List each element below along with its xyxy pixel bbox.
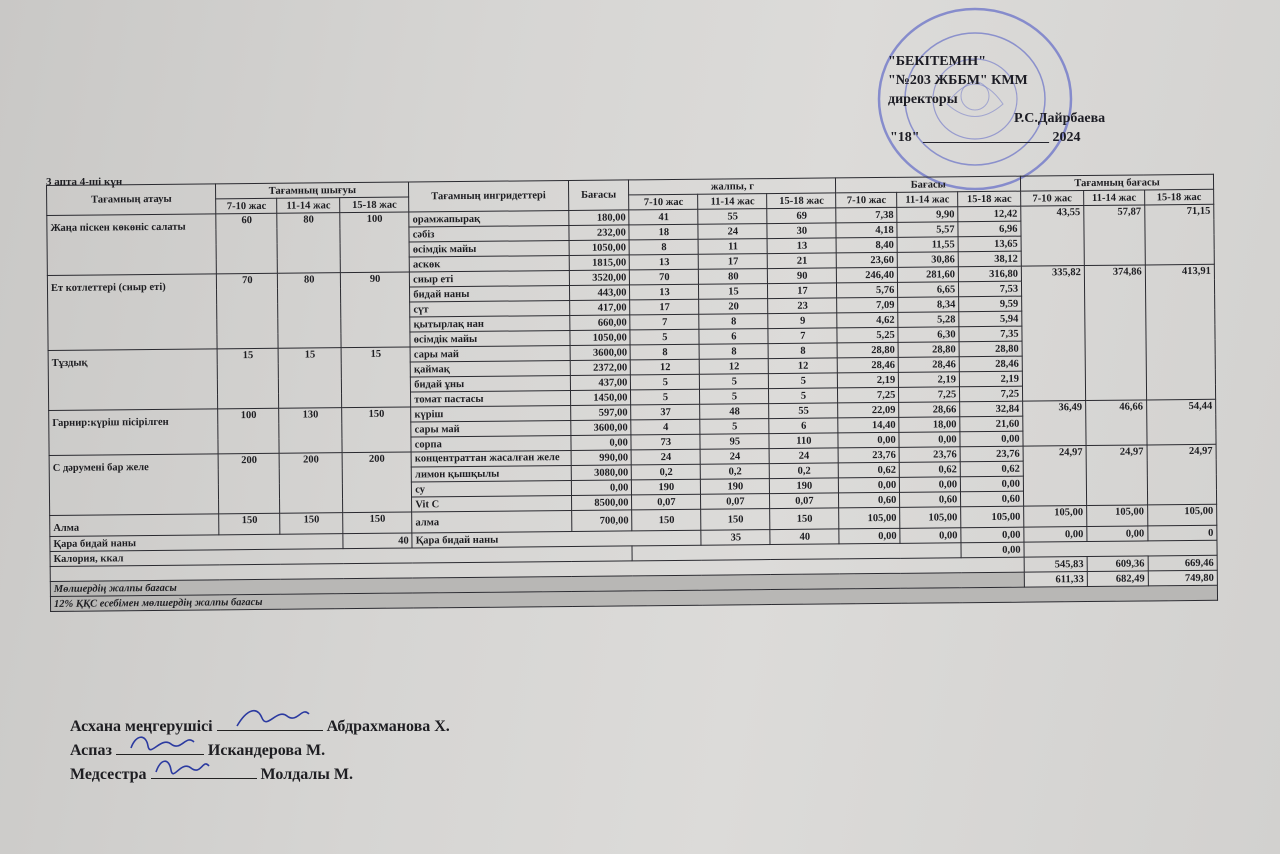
ingredient-price-cell: 597,00 <box>570 405 631 421</box>
ingredient-name-cell: сүт <box>410 300 569 317</box>
header-age: 15-18 жас <box>1144 189 1213 205</box>
gross-cell: 8 <box>629 239 698 255</box>
gross-cell: 18 <box>629 224 698 240</box>
ingredient-price-cell: 700,00 <box>571 510 632 532</box>
cost-cell: 0,00 <box>960 476 1023 492</box>
gross-cell: 11 <box>698 239 767 255</box>
cost-cell: 281,60 <box>898 267 959 283</box>
cost-cell: 13,65 <box>958 236 1021 252</box>
gross-cell: 13 <box>630 254 699 270</box>
gross-cell: 6 <box>699 329 768 345</box>
dish-name-cell: С дәрумені бар желе <box>49 454 219 516</box>
cost-cell: 0,60 <box>900 492 961 508</box>
gross-cell: 0,07 <box>632 494 701 510</box>
signature-line <box>217 714 323 731</box>
gross-cell: 8 <box>699 314 768 330</box>
dish-cost-cell: 0,00 <box>1024 527 1087 543</box>
yield-cell: 100 <box>340 212 410 273</box>
dish-cost-cell: 36,49 <box>1023 401 1086 447</box>
dish-cost-cell: 105,00 <box>1147 504 1216 526</box>
gross-cell: 5 <box>700 419 769 435</box>
dish-cost-cell: 0 <box>1148 525 1217 541</box>
cost-cell: 28,46 <box>898 357 959 373</box>
cost-cell: 0,00 <box>900 528 961 544</box>
ingredient-name-cell: бидай наны <box>410 285 569 302</box>
menu-table-wrapper <box>46 174 1226 612</box>
gross-cell: 5 <box>769 388 838 404</box>
ingredient-name-cell: концентраттан жасалған желе <box>411 450 570 467</box>
cost-cell: 7,38 <box>836 207 897 223</box>
gross-cell: 48 <box>700 404 769 420</box>
dish-name-cell: Жаңа піскен көкөніс салаты <box>47 214 217 276</box>
gross-cell: 5 <box>631 389 700 405</box>
ingredient-price-cell: 180,00 <box>568 210 629 226</box>
cost-cell: 0,00 <box>900 477 961 493</box>
gross-cell: 0,07 <box>770 493 839 509</box>
ingredient-name-cell: сәбіз <box>409 225 568 242</box>
cost-cell: 28,80 <box>837 342 898 358</box>
header-age: 11-14 жас <box>897 192 958 208</box>
gross-cell: 70 <box>630 269 699 285</box>
ingredient-price-cell: 990,00 <box>571 450 632 466</box>
ingredient-price-cell: 1815,00 <box>569 255 630 271</box>
cost-cell: 5,25 <box>837 327 898 343</box>
cost-cell: 7,25 <box>899 387 960 403</box>
header-age: 15-18 жас <box>340 197 409 213</box>
ingredient-name-cell: қытырлақ нан <box>410 315 569 332</box>
ingredient-name-cell: алма <box>412 510 571 533</box>
yield-cell: 60 <box>216 213 277 274</box>
gross-cell: 30 <box>767 223 836 239</box>
ingredient-price-cell: 1050,00 <box>569 240 630 256</box>
ingredient-price-cell: 232,00 <box>568 225 629 241</box>
gross-cell: 37 <box>631 404 700 420</box>
cost-cell: 8,34 <box>898 297 959 313</box>
gross-cell: 13 <box>630 284 699 300</box>
header-yield: Тағамның шығуы <box>216 182 409 199</box>
signatures-block <box>70 714 450 786</box>
cost-cell: 23,76 <box>838 447 899 463</box>
dish-cost-cell: 46,66 <box>1086 400 1147 446</box>
gross-cell: 8 <box>768 343 837 359</box>
yield-cell: 15 <box>341 347 411 408</box>
ingredient-name-cell: өсімдік майы <box>409 240 568 257</box>
dish-cost-cell: 105,00 <box>1024 506 1087 528</box>
cost-cell: 28,46 <box>838 357 899 373</box>
cost-cell: 4,62 <box>837 312 898 328</box>
gross-cell: 9 <box>768 313 837 329</box>
signature-role: Аспаз <box>70 742 116 759</box>
signature-row <box>70 738 450 762</box>
gross-cell: 21 <box>768 253 837 269</box>
yield-cell: 200 <box>219 453 280 514</box>
gross-cell: 24 <box>700 449 769 465</box>
gross-cell: 5 <box>700 374 769 390</box>
ingredient-name-cell: сиыр еті <box>410 270 569 287</box>
cost-cell: 6,96 <box>958 221 1021 237</box>
total-cell: 682,49 <box>1087 571 1148 587</box>
cost-cell: 23,60 <box>837 252 898 268</box>
cost-cell: 6,30 <box>898 327 959 343</box>
vat-label-cell: 12% ҚҚС есебімен мөлшердің жалпы бағасы <box>50 585 1217 611</box>
handwritten-signature-icon <box>217 704 317 732</box>
cost-cell: 9,59 <box>959 296 1022 312</box>
header-ingredients: Тағамның ингридеттері <box>409 180 569 212</box>
gross-cell: 23 <box>768 298 837 314</box>
gross-cell: 20 <box>699 299 768 315</box>
ingredient-name-cell: Қара бидай наны <box>412 530 701 548</box>
cost-cell: 30,86 <box>897 252 958 268</box>
subtotal-cell: 545,83 <box>1024 557 1087 573</box>
ingredient-name-cell: сары май <box>411 420 570 437</box>
gross-cell: 41 <box>629 209 698 225</box>
gross-cell: 17 <box>768 283 837 299</box>
signature-name: Искандерова М. <box>207 742 326 759</box>
calorie-label-cell: Калория, ккал <box>50 546 633 567</box>
yield-cell: 15 <box>218 348 279 409</box>
gross-cell: 5 <box>631 374 700 390</box>
ingredient-name-cell: орамжапырақ <box>409 210 568 227</box>
cost-cell: 22,09 <box>838 402 899 418</box>
dish-name-cell: Тұздық <box>48 349 218 411</box>
dish-cost-cell: 43,55 <box>1021 206 1084 267</box>
handwritten-signature-icon <box>151 752 251 780</box>
signature-role: Асхана меңгерушісі <box>70 718 217 735</box>
gross-cell: 150 <box>701 509 770 531</box>
cost-cell: 6,65 <box>898 282 959 298</box>
approval-block <box>888 52 1105 147</box>
gross-cell: 190 <box>701 479 770 495</box>
cost-cell: 7,25 <box>960 386 1023 402</box>
gross-cell: 24 <box>769 448 838 464</box>
gross-cell: 7 <box>768 328 837 344</box>
cost-cell: 0,60 <box>839 492 900 508</box>
menu-table <box>46 174 1218 612</box>
yield-cell: 200 <box>342 452 412 513</box>
cost-cell: 316,80 <box>958 266 1021 282</box>
gross-cell: 55 <box>698 209 767 225</box>
dish-cost-cell: 24,97 <box>1147 444 1217 505</box>
ingredient-price-cell: 1450,00 <box>570 390 631 406</box>
header-age: 15-18 жас <box>958 191 1021 207</box>
dish-name-cell: Ет котлеттері (сиыр еті) <box>47 274 217 351</box>
gross-cell: 0,2 <box>632 464 701 480</box>
dish-cost-cell: 413,91 <box>1145 264 1215 400</box>
gross-cell: 24 <box>631 449 700 465</box>
yield-cell: 130 <box>279 408 342 454</box>
yield-cell: 150 <box>343 512 412 534</box>
cost-cell: 11,55 <box>897 237 958 253</box>
header-age: 7-10 жас <box>836 192 897 208</box>
cost-cell: 38,12 <box>958 251 1021 267</box>
ingredient-name-cell: қаймақ <box>410 360 569 377</box>
header-gross: жалпы, г <box>629 178 836 195</box>
cost-cell: 28,80 <box>959 341 1022 357</box>
gross-cell: 190 <box>770 478 839 494</box>
ingredient-name-cell: аскөк <box>409 255 568 272</box>
header-cost: Бағасы <box>836 176 1021 193</box>
ingredient-name-cell: сорпа <box>411 435 570 452</box>
cost-cell: 0,62 <box>899 462 960 478</box>
ingredient-price-cell: 8500,00 <box>571 495 632 511</box>
dish-cost-cell: 0,00 <box>1087 526 1148 542</box>
gross-cell: 150 <box>632 509 701 531</box>
cost-cell: 5,57 <box>897 222 958 238</box>
header-dish-cost: Тағамның бағасы <box>1021 174 1214 191</box>
yield-cell: 70 <box>217 273 279 349</box>
gross-cell: 6 <box>769 418 838 434</box>
cost-cell: 2,19 <box>838 372 899 388</box>
cost-cell: 2,19 <box>959 371 1022 387</box>
ingredient-price-cell: 0,00 <box>570 435 631 451</box>
cost-cell: 9,90 <box>897 207 958 223</box>
ingredient-name-cell: лимон қышқылы <box>411 465 570 482</box>
gross-cell: 0,07 <box>701 494 770 510</box>
gross-cell: 5 <box>630 329 699 345</box>
cost-cell: 0,00 <box>838 432 899 448</box>
total-cell: 749,80 <box>1148 570 1217 586</box>
approval-line-1: "БЕКІТЕМІН" <box>888 54 986 69</box>
dish-cost-cell: 105,00 <box>1087 505 1148 527</box>
gross-cell: 190 <box>632 479 701 495</box>
dish-name-cell: Алма <box>50 514 220 537</box>
dish-cost-cell: 24,97 <box>1023 446 1086 507</box>
ingredient-name-cell: күріш <box>411 405 570 422</box>
gross-cell: 73 <box>631 434 700 450</box>
header-age: 15-18 жас <box>767 193 836 209</box>
total-label-cell: Мөлшердің жалпы бағасы <box>50 572 1024 596</box>
cost-cell: 105,00 <box>961 506 1024 528</box>
dish-cost-cell: 24,97 <box>1086 445 1147 506</box>
ingredient-price-cell: 443,00 <box>569 285 630 301</box>
gross-cell: 90 <box>768 268 837 284</box>
cost-cell: 5,94 <box>959 311 1022 327</box>
dish-cost-cell: 54,44 <box>1146 399 1216 445</box>
cost-cell: 23,76 <box>899 447 960 463</box>
director-name: Р.С.Дайрбаева <box>1014 111 1106 126</box>
ingredient-price-cell: 437,00 <box>570 375 631 391</box>
gross-cell: 40 <box>770 529 839 545</box>
dish-cost-cell: 57,87 <box>1084 205 1145 266</box>
cost-cell: 21,60 <box>960 416 1023 432</box>
subtotal-cell: 669,46 <box>1148 555 1217 571</box>
gross-cell: 5 <box>700 389 769 405</box>
cost-cell: 0,00 <box>839 528 900 544</box>
header-age: 11-14 жас <box>277 198 340 214</box>
yield-cell: 100 <box>218 408 279 454</box>
ingredient-price-cell: 0,00 <box>571 480 632 496</box>
header-age: 11-14 жас <box>1084 190 1145 206</box>
gross-cell: 55 <box>769 403 838 419</box>
header-age: 7-10 жас <box>629 194 698 210</box>
cost-cell: 7,25 <box>838 387 899 403</box>
cost-cell: 8,40 <box>836 237 897 253</box>
calorie-value-cell: 0,00 <box>961 542 1024 558</box>
cost-cell: 18,00 <box>899 417 960 433</box>
yield-cell: 150 <box>342 407 411 453</box>
cost-cell: 28,46 <box>959 356 1022 372</box>
approval-date: "18" __________________ 2024 <box>890 130 1081 145</box>
ingredient-name-cell: томат пастасы <box>411 390 570 407</box>
dish-name-cell: Қара бидай наны <box>50 534 343 552</box>
ingredient-price-cell: 2372,00 <box>570 360 631 376</box>
gross-cell: 17 <box>630 299 699 315</box>
signature-row <box>70 762 450 786</box>
signature-name: Абдрахманова Х. <box>326 718 450 735</box>
signature-name: Молдалы М. <box>260 766 353 783</box>
ingredient-price-cell: 1050,00 <box>569 330 630 346</box>
dish-cost-cell: 71,15 <box>1145 204 1215 265</box>
gross-cell: 15 <box>699 284 768 300</box>
yield-cell: 80 <box>277 213 340 274</box>
gross-cell: 95 <box>700 434 769 450</box>
yield-cell: 15 <box>278 348 341 409</box>
gross-cell: 110 <box>769 433 838 449</box>
gross-cell: 80 <box>699 269 768 285</box>
gross-cell: 12 <box>631 359 700 375</box>
cost-cell: 0,62 <box>960 461 1023 477</box>
cost-cell: 12,42 <box>958 206 1021 222</box>
yield-cell: 150 <box>280 513 343 535</box>
gross-cell: 0,2 <box>701 464 770 480</box>
cost-cell: 0,62 <box>839 462 900 478</box>
yield-cell: 200 <box>279 453 342 514</box>
yield-cell: 40 <box>343 533 412 549</box>
dish-name-cell: Гарнир:күріш пісірілген <box>49 409 219 456</box>
gross-cell: 0,2 <box>770 463 839 479</box>
gross-cell: 12 <box>700 359 769 375</box>
ingredient-name-cell: бидай ұны <box>411 375 570 392</box>
total-cell: 611,33 <box>1024 572 1087 588</box>
ingredient-name-cell: өсімдік майы <box>410 330 569 347</box>
subtotal-cell: 609,36 <box>1087 556 1148 572</box>
signature-role: Медсестра <box>70 766 151 783</box>
cost-cell: 7,35 <box>959 326 1022 342</box>
ingredient-name-cell: Vit C <box>412 495 571 512</box>
approval-line-2: "№203 ЖББМ" КММ <box>888 73 1028 88</box>
ingredient-name-cell: сары май <box>410 345 569 362</box>
gross-cell: 12 <box>769 358 838 374</box>
cost-cell: 23,76 <box>960 446 1023 462</box>
header-age: 7-10 жас <box>1021 191 1084 207</box>
yield-cell: 80 <box>278 273 342 349</box>
gross-cell: 24 <box>698 224 767 240</box>
yield-cell: 90 <box>341 272 411 348</box>
gross-cell: 8 <box>630 344 699 360</box>
ingredient-name-cell: су <box>412 480 571 497</box>
gross-cell: 4 <box>631 419 700 435</box>
header-age: 7-10 жас <box>216 198 277 214</box>
dish-cost-cell: 335,82 <box>1021 266 1085 402</box>
gross-cell: 17 <box>699 254 768 270</box>
header-price: Бағасы <box>568 180 629 211</box>
ingredient-price-cell: 3080,00 <box>571 465 632 481</box>
cost-cell: 5,28 <box>898 312 959 328</box>
header-age: 11-14 жас <box>698 194 767 210</box>
approval-line-3: директоры <box>888 92 958 107</box>
cost-cell: 28,80 <box>898 342 959 358</box>
cost-cell: 0,00 <box>961 527 1024 543</box>
cost-cell: 0,00 <box>839 477 900 493</box>
cost-cell: 246,40 <box>837 267 898 283</box>
cost-cell: 0,00 <box>960 431 1023 447</box>
cost-cell: 5,76 <box>837 282 898 298</box>
cost-cell: 105,00 <box>839 507 900 529</box>
ingredient-price-cell: 3600,00 <box>570 420 631 436</box>
ingredient-price-cell: 3520,00 <box>569 270 630 286</box>
dish-cost-cell: 374,86 <box>1084 265 1146 401</box>
gross-cell: 5 <box>769 373 838 389</box>
menu-table-body <box>47 204 1218 611</box>
gross-cell: 150 <box>770 508 839 530</box>
signature-line <box>151 762 257 779</box>
ingredient-price-cell: 660,00 <box>569 315 630 331</box>
ingredient-price-cell: 417,00 <box>569 300 630 316</box>
gross-cell: 35 <box>701 530 770 546</box>
cost-cell: 105,00 <box>900 507 961 529</box>
day-label: 3 апта 4-ші күн <box>46 176 123 188</box>
cost-cell: 0,00 <box>899 432 960 448</box>
yield-cell: 150 <box>219 513 280 535</box>
cost-cell: 4,18 <box>836 222 897 238</box>
cost-cell: 7,53 <box>959 281 1022 297</box>
header-dish: Тағамның атауы <box>47 184 217 216</box>
gross-cell: 13 <box>767 238 836 254</box>
cost-cell: 32,84 <box>960 401 1023 417</box>
gross-cell: 69 <box>767 208 836 224</box>
gross-cell: 8 <box>699 344 768 360</box>
cost-cell: 14,40 <box>838 417 899 433</box>
ingredient-price-cell: 3600,00 <box>570 345 631 361</box>
cost-cell: 7,09 <box>837 297 898 313</box>
gross-cell: 7 <box>630 314 699 330</box>
cost-cell: 28,66 <box>899 402 960 418</box>
cost-cell: 2,19 <box>899 372 960 388</box>
cost-cell: 0,60 <box>961 491 1024 507</box>
